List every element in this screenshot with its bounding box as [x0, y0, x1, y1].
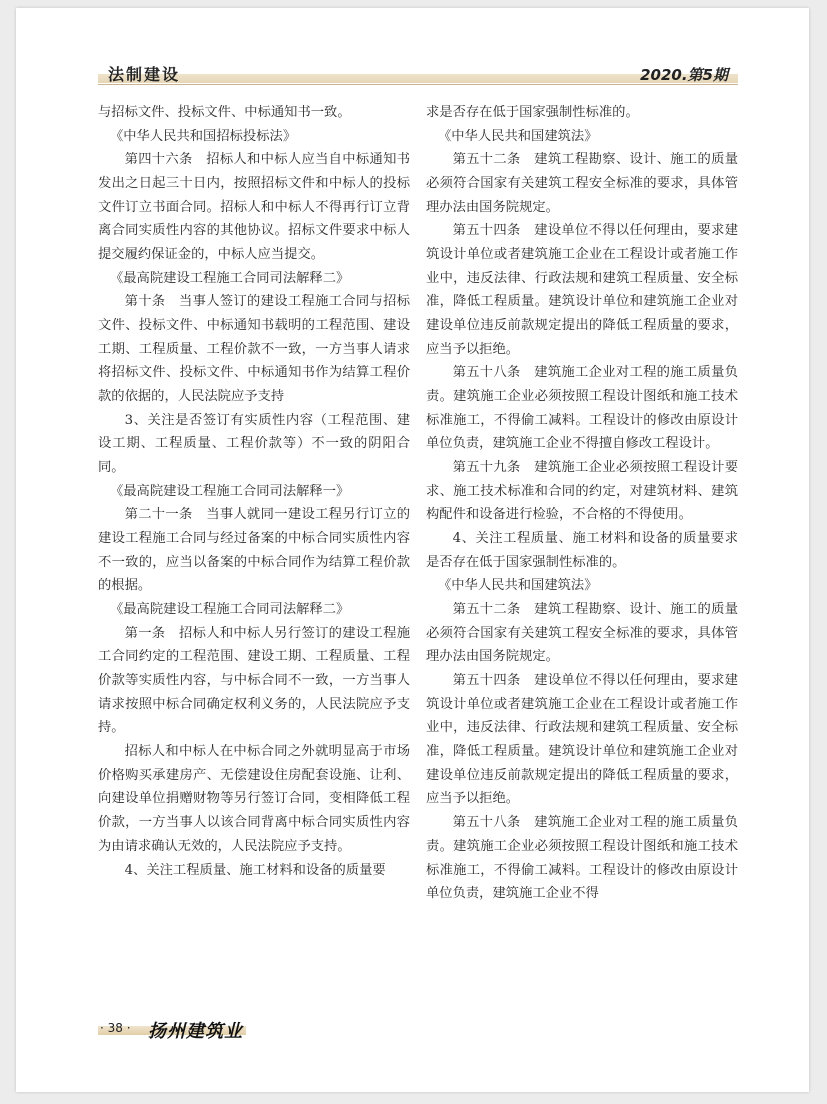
- paragraph: 第五十二条 建筑工程勘察、设计、施工的质量必须符合国家有关建筑工程安全标准的要求，具体管理办法由国务院规定。: [426, 152, 738, 215]
- paragraph: 第五十四条 建设单位不得以任何理由，要求建筑设计单位或者建筑施工企业在工程设计或者施工作业中，违反法律、行政法规和建筑工程质量、安全标准，降低工程质量。建筑设计单位和建筑施工企业对建设单位违反前款规定提出的降低工程质量的要求，应当予以拒绝。: [426, 223, 738, 357]
- paragraph: 第五十八条 建筑施工企业对工程的施工质量负责。建筑施工企业必须按照工程设计图纸和施工技术标准施工，不得偷工减料。工程设计的修改由原设计单位负责，建筑施工企业不得: [426, 815, 738, 902]
- paragraph: 第五十四条 建设单位不得以任何理由，要求建筑设计单位或者建筑施工企业在工程设计或者施工作业中，违反法律、行政法规和建筑工程质量、安全标准，降低工程质量。建筑设计单位和建筑施工企业对建设单位违反前款规定提出的降低工程质量的要求，应当予以拒绝。: [426, 673, 738, 807]
- law-title: 《中华人民共和国招标投标法》: [109, 128, 297, 144]
- law-title: 《中华人民共和国建筑法》: [437, 578, 598, 594]
- paragraph: 第五十八条 建筑施工企业对工程的施工质量负责。建筑施工企业必须按照工程设计图纸和施工技术标准施工，不得偷工减料。工程设计的修改由原设计单位负责，建筑施工企业不得擅自修改工程设计。: [426, 365, 738, 452]
- issue-label: 2020.第5期: [640, 66, 728, 84]
- paragraph: 第一条 招标人和中标人另行签订的建设工程施工合同约定的工程范围、建设工期、工程质量、工程价款等实质性内容，与中标合同不一致，一方当事人请求按照中标合同确定权利义务的，人民法院应予支持。: [98, 625, 410, 736]
- paragraph: 求是否存在低于国家强制性标准的。: [426, 105, 639, 120]
- paragraph: 第十条 当事人签订的建设工程施工合同与招标文件、投标文件、中标通知书载明的工程范围、建设工期、工程质量、工程价款不一致，一方当事人请求将招标文件、投标文件、中标通知书作为结算工程价款的依据的，人民法院应予支持: [98, 294, 410, 405]
- paragraph: 第五十二条 建筑工程勘察、设计、施工的质量必须符合国家有关建筑工程安全标准的要求，具体管理办法由国务院规定。: [426, 602, 738, 665]
- paragraph: 3、关注是否签订有实质性内容（工程范围、建设工期、工程质量、工程价款等）不一致的阴阳合同。: [98, 412, 410, 476]
- journal-name-logo: 扬州建筑业: [148, 1021, 243, 1042]
- paragraph: 第五十九条 建筑施工企业必须按照工程设计要求、施工技术标准和合同的约定，对建筑材料、建筑构配件和设备进行检验，不合格的不得使用。: [426, 460, 738, 523]
- paragraph: 第四十六条 招标人和中标人应当自中标通知书发出之日起三十日内，按照招标文件和中标人的投标文件订立书面合同。招标人和中标人不得再行订立背离合同实质性内容的其他协议。招标文件要求中标人提交履约保证金的，中标人应当提交。: [98, 152, 410, 263]
- law-title: 《最高院建设工程施工合同司法解释二》: [109, 270, 350, 286]
- paragraph: 4、关注工程质量、施工材料和设备的质量要求是否存在低于国家强制性标准的。: [426, 531, 738, 570]
- section-title: 法制建设: [108, 65, 181, 84]
- paragraph: 招标人和中标人在中标合同之外就明显高于市场价格购买承建房产、无偿建设住房配套设施、让利、向建设单位捐赠财物等另行签订合同，变相降低工程价款，一方当事人以该合同背离中标合同实质性内容为由请求确认无效的，人民法院应予支持。: [98, 744, 410, 854]
- paragraph: 与招标文件、投标文件、中标通知书一致。: [98, 105, 351, 120]
- law-title: 《中华人民共和国建筑法》: [437, 128, 598, 144]
- page-footer: [98, 1018, 248, 1040]
- right-column: [426, 101, 738, 989]
- law-title: 《最高院建设工程施工合同司法解释一》: [109, 483, 350, 499]
- paragraph: 4、关注工程质量、施工材料和设备的质量要: [124, 862, 386, 878]
- page-header: [98, 62, 738, 86]
- law-title: 《最高院建设工程施工合同司法解释二》: [109, 602, 350, 618]
- paragraph: 第二十一条 当事人就同一建设工程另行订立的建设工程施工合同与经过备案的中标合同实质性内容不一致的，应当以备案的中标合同作为结算工程价款的根据。: [98, 507, 410, 594]
- left-column: [98, 101, 410, 989]
- page-number: · 38 ·: [100, 1021, 131, 1035]
